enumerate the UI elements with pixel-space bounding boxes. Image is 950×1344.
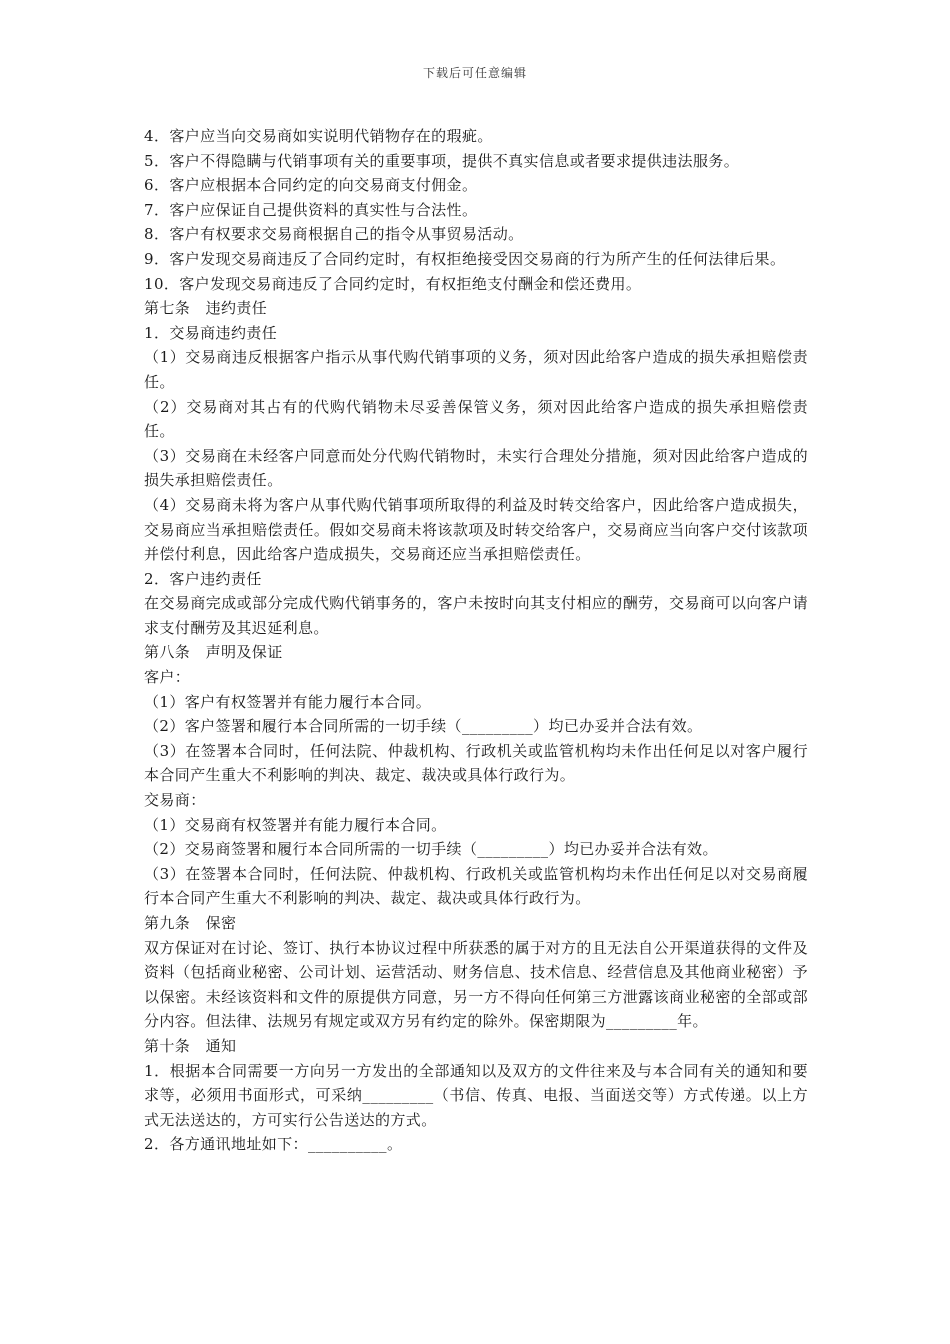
article-10-heading: 第十条 通知 bbox=[144, 1036, 237, 1055]
article-10-item-1: 1．根据本合同需要一方向另一方发出的全部通知以及双方的文件往来及与本合同有关的通知和要求等，必须用书面形式，可采纳_________（书信、传真、电报、当面送交等）方式传递。以上方式无法送达的，方可实行公告送达的方式。 bbox=[144, 1061, 808, 1129]
article-8-heading: 第八条 声明及保证 bbox=[144, 643, 283, 662]
document-body bbox=[144, 124, 808, 1157]
article-7-sub-1-item-4: （4）交易商未将为客户从事代购代销事项所取得的利益及时转交给客户，因此给客户造成损失，交易商应当承担赔偿责任。假如交易商未将该款项及时转交给客户，交易商应当向客户交付该款项并偿付利息，因此给客户造成损失，交易商还应当承担赔偿责任。 bbox=[144, 495, 808, 564]
article-8-trader-item-3: （3）在签署本合同时，任何法院、仲裁机构、行政机关或监管机构均未作出任何足以对交易商履行本合同产生重大不利影响的判决、裁定、裁决或具体行政行为。 bbox=[144, 864, 808, 908]
article-7-heading: 第七条 违约责任 bbox=[144, 299, 268, 318]
article-8-trader-item-2: （2）交易商签署和履行本合同所需的一切手续（_________）均已办妥并合法有效。 bbox=[144, 840, 718, 859]
article-10-item-2: 2．各方通讯地址如下：__________。 bbox=[144, 1135, 403, 1154]
article-8-trader-label: 交易商： bbox=[144, 791, 206, 810]
clause-6-item-7: 7．客户应保证自己提供资料的真实性与合法性。 bbox=[144, 200, 478, 219]
article-7-sub-2-text: 在交易商完成或部分完成代购代销事务的，客户未按时向其支付相应的酬劳，交易商可以向客户请求支付酬劳及其迟延利息。 bbox=[144, 594, 808, 637]
article-8-client-label: 客户： bbox=[144, 668, 191, 687]
clause-6-item-6: 6．客户应根据本合同约定的向交易商支付佣金。 bbox=[144, 176, 478, 195]
clause-6-item-5: 5．客户不得隐瞒与代销事项有关的重要事项，提供不真实信息或者要求提供违法服务。 bbox=[144, 151, 740, 170]
article-7-sub-1-item-1: （1）交易商违反根据客户指示从事代购代销事项的义务，须对因此给客户造成的损失承担赔偿责任。 bbox=[144, 348, 808, 391]
article-8-client-item-2: （2）客户签署和履行本合同所需的一切手续（_________）均已办妥并合法有效。 bbox=[144, 717, 703, 736]
page-header: 下载后可任意编辑 bbox=[422, 66, 527, 80]
clause-6-item-9: 9．客户发现交易商违反了合同约定时，有权拒绝接受因交易商的行为所产生的任何法律后果。 bbox=[144, 249, 786, 268]
article-7-sub-1-item-3: （3）交易商在未经客户同意而处分代购代销物时，未实行合理处分措施，须对因此给客户造成的损失承担赔偿责任。 bbox=[144, 446, 808, 490]
article-8-client-item-3: （3）在签署本合同时，任何法院、仲裁机构、行政机关或监管机构均未作出任何足以对客户履行本合同产生重大不利影响的判决、裁定、裁决或具体行政行为。 bbox=[144, 741, 808, 785]
clause-6-item-4: 4．客户应当向交易商如实说明代销物存在的瑕疵。 bbox=[144, 127, 493, 145]
clause-6-item-8: 8．客户有权要求交易商根据自己的指令从事贸易活动。 bbox=[144, 225, 524, 244]
clause-6-item-10: 10．客户发现交易商违反了合同约定时，有权拒绝支付酬金和偿还费用。 bbox=[144, 274, 642, 293]
article-7-sub-1: 1．交易商违约责任 bbox=[144, 323, 278, 342]
article-8-trader-item-1: （1）交易商有权签署并有能力履行本合同。 bbox=[144, 815, 447, 834]
article-8-client-item-1: （1）客户有权签署并有能力履行本合同。 bbox=[144, 692, 432, 711]
article-9-heading: 第九条 保密 bbox=[144, 914, 237, 932]
article-9-text: 双方保证对在讨论、签订、执行本协议过程中所获悉的属于对方的且无法自公开渠道获得的文件及资料（包括商业秘密、公司计划、运营活动、财务信息、技术信息、经营信息及其他商业秘密）予以保密。未经该资料和文件的原提供方同意，另一方不得向任何第三方泄露该商业秘密的全部或部分内容。但法律、法规另有规定或双方另有约定的除外。保密期限为_________年。 bbox=[144, 938, 808, 1031]
article-7-sub-2: 2．客户违约责任 bbox=[144, 569, 262, 588]
article-7-sub-1-item-2: （2）交易商对其占有的代购代销物未尽妥善保管义务，须对因此给客户造成的损失承担赔偿责任。 bbox=[144, 397, 808, 441]
